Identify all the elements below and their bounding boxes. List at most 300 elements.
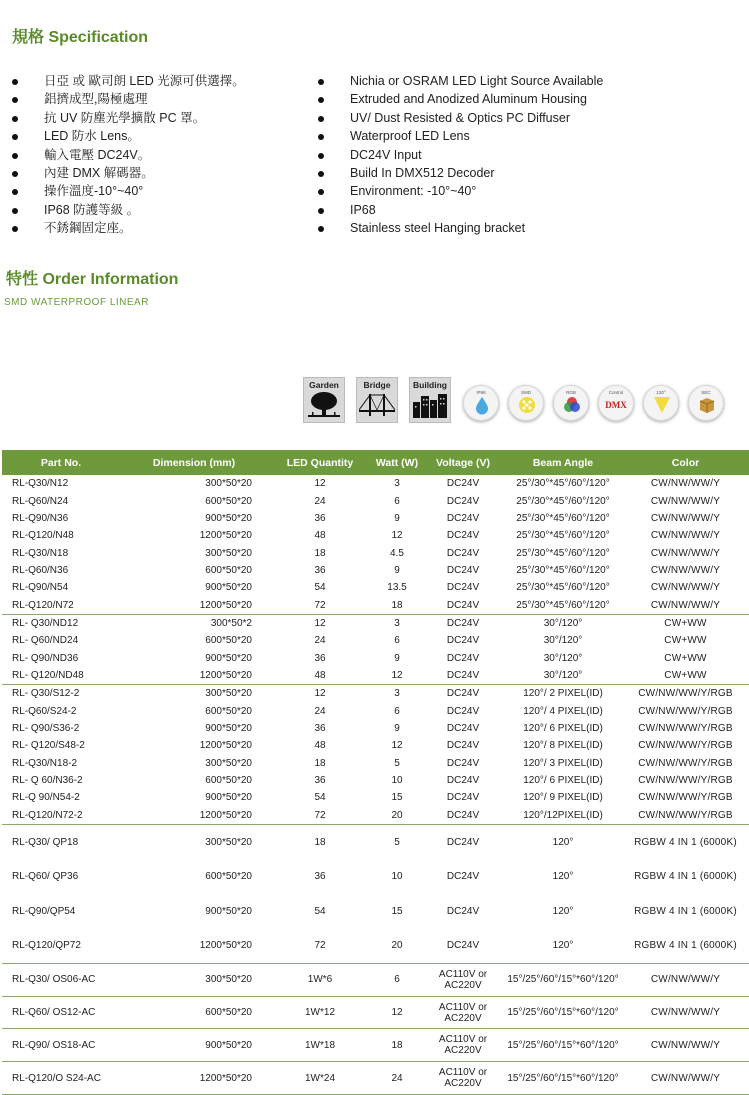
cell-voltage: DC24V	[446, 635, 480, 647]
cell-led-quantity: 72	[268, 596, 372, 614]
bullet-icon	[318, 226, 324, 232]
cell-dimension: 600*50*20	[205, 564, 252, 576]
cell-watt: 12	[372, 667, 422, 685]
cell-dimension: 300*50*20	[205, 547, 252, 559]
bridge-label: Bridge	[363, 380, 391, 390]
cell-watt: 3	[394, 688, 400, 700]
cell-led-quantity: 36	[314, 871, 326, 883]
cell-beam-angle: 120°/ 3 PIXEL(ID)	[523, 757, 603, 769]
table-row	[2, 720, 749, 737]
cell-dimension: 600*50*20	[205, 775, 252, 787]
table-row	[2, 963, 749, 996]
cell-beam-angle: 15°/25°/60°/15°*60°/120°	[504, 963, 622, 996]
cell-color: CW/NW/WW/Y	[650, 512, 721, 524]
bullet-icon	[318, 189, 324, 195]
cell-part-no: RL-Q90/N36	[12, 512, 69, 524]
bullet-icon	[12, 208, 18, 214]
cell-beam-angle: 25°/30°*45°/60°/120°	[516, 547, 610, 559]
cell-voltage: DC24V	[446, 705, 480, 717]
cell-voltage: DC24V	[446, 512, 480, 524]
spec-item-text: 輸入電壓 DC24V。	[44, 147, 151, 162]
bullet-icon	[12, 97, 18, 103]
bullet-icon	[12, 116, 18, 122]
cell-part-no: RL-Q60/ OS12-AC	[2, 996, 120, 1029]
cell-dimension: 900*50*20	[205, 652, 252, 664]
cell-dimension: 600*50*20	[205, 495, 252, 507]
table-row	[2, 649, 749, 666]
cell-led-quantity: 36	[314, 564, 326, 576]
cell-color: RGBW 4 IN 1 (6000K)	[622, 928, 749, 963]
cell-led-quantity: 12	[314, 617, 326, 629]
cell-color: CW+WW	[664, 635, 707, 647]
bullet-icon	[12, 171, 18, 177]
cell-beam-angle: 25°/30°*45°/60°/120°	[516, 478, 610, 490]
cell-beam-angle: 15°/25°/60°/15°*60°/120°	[504, 1062, 622, 1095]
cell-led-quantity: 72	[268, 807, 372, 825]
spec-item-text: Stainless steel Hanging bracket	[350, 221, 526, 236]
table-row	[2, 859, 749, 894]
cell-led-quantity: 1W*6	[268, 963, 372, 996]
cell-voltage: DC24V	[446, 871, 480, 883]
spec-item	[12, 146, 312, 164]
spec-item	[318, 182, 738, 200]
table-header-row	[2, 450, 749, 475]
cell-watt: 5	[394, 757, 400, 769]
cell-watt: 24	[372, 1062, 422, 1095]
dmx-badge: Control DMX	[598, 385, 634, 421]
cell-color: CW+WW	[622, 667, 749, 685]
cell-beam-angle: 25°/30°*45°/60°/120°	[516, 530, 610, 542]
cell-color: CW+WW	[664, 652, 707, 664]
cell-voltage: DC24V	[446, 495, 480, 507]
cell-led-quantity: 1W*18	[268, 1029, 372, 1062]
cell-watt: 9	[394, 722, 400, 734]
cell-beam-angle: 120°	[552, 905, 574, 917]
cell-beam-angle: 120°/ 6 PIXEL(ID)	[523, 775, 603, 787]
cell-watt: 3	[394, 478, 400, 490]
spec-item-text: Environment: -10°~40°	[350, 184, 477, 199]
cell-color: RGBW 4 IN 1 (6000K)	[634, 871, 737, 883]
cell-dimension: 1200*50*20	[120, 596, 268, 614]
cell-led-quantity: 36	[314, 722, 326, 734]
cell-part-no: RL-Q30/N18	[12, 547, 69, 559]
table-row	[2, 527, 749, 544]
cell-voltage: DC24V	[446, 688, 480, 700]
cell-dimension: 600*50*20	[120, 996, 268, 1029]
table-row	[2, 702, 749, 719]
cell-watt: 18	[372, 1029, 422, 1062]
cell-dimension: 300*50*20	[120, 963, 268, 996]
table-row	[2, 789, 749, 806]
cell-led-quantity: 18	[314, 836, 326, 848]
spec-item-text: Build In DMX512 Decoder	[350, 165, 495, 180]
table-row	[2, 544, 749, 561]
cell-led-quantity: 1W*12	[268, 996, 372, 1029]
cell-dimension: 1200*50*20	[120, 667, 268, 685]
cell-watt: 12	[391, 530, 403, 542]
cell-dimension: 1200*50*20	[120, 1062, 268, 1095]
cell-beam-angle: 120°/ 6 PIXEL(ID)	[523, 722, 603, 734]
spec-item-text: 抗 UV 防塵光學擴散 PC 罩。	[44, 110, 206, 125]
spec-item-text: 操作溫度-10°~40°	[44, 184, 144, 199]
cell-part-no: RL- Q120/ND48	[2, 667, 120, 685]
spec-item-text: IP68 防護等級 。	[44, 202, 140, 217]
cell-color: CW/NW/WW/Y	[650, 495, 721, 507]
cell-color: CW/NW/WW/Y/RGB	[638, 705, 733, 717]
bridge-icon	[359, 390, 395, 420]
cell-part-no: RL-Q120/N72-2	[2, 807, 120, 825]
spec-item	[12, 164, 312, 182]
cell-part-no: RL-Q30/ QP18	[12, 836, 79, 848]
cell-dimension: 900*50*20	[205, 905, 252, 917]
spec-item	[12, 72, 312, 90]
cell-beam-angle: 30°/120°	[504, 667, 622, 685]
cell-part-no: RL- Q60/ND24	[12, 635, 79, 647]
cell-beam-angle: 120°/ 8 PIXEL(ID)	[523, 740, 603, 752]
header-dimension: Dimension (mm)	[120, 450, 268, 475]
cell-beam-angle: 15°/25°/60°/15°*60°/120°	[504, 1029, 622, 1062]
cell-dimension: 1200*50*20	[120, 928, 268, 963]
spec-item	[12, 182, 312, 200]
cell-voltage: AC110V or AC220V	[422, 963, 504, 996]
spec-item	[318, 127, 738, 145]
cell-beam-angle: 120°	[552, 871, 574, 883]
cell-watt: 6	[394, 495, 400, 507]
table-row	[2, 737, 749, 754]
cell-voltage: DC24V	[446, 905, 480, 917]
cell-led-quantity: 54	[314, 582, 326, 594]
bullet-icon	[12, 153, 18, 159]
table-row	[2, 632, 749, 649]
cell-dimension: 600*50*20	[205, 635, 252, 647]
order-title: 特性 Order Information	[6, 271, 179, 288]
table-row	[2, 562, 749, 579]
cell-part-no: RL-Q90/QP54	[12, 905, 76, 917]
cell-led-quantity: 18	[314, 547, 326, 559]
cell-watt: 6	[394, 705, 400, 717]
table-row	[2, 824, 749, 859]
cell-led-quantity: 48	[314, 740, 326, 752]
cell-beam-angle: 120°/ 2 PIXEL(ID)	[523, 688, 603, 700]
cell-color: CW/NW/WW/Y/RGB	[638, 688, 733, 700]
cell-voltage: DC24V	[422, 667, 504, 685]
rgb-icon	[562, 395, 582, 415]
spec-item	[318, 146, 738, 164]
cell-voltage: DC24V	[446, 652, 480, 664]
cell-led-quantity: 54	[314, 792, 326, 804]
cell-dimension: 1200*50*20	[120, 807, 268, 825]
cell-voltage: DC24V	[422, 928, 504, 963]
spec-item	[318, 219, 738, 237]
cell-part-no: RL-Q120/O S24-AC	[2, 1062, 120, 1095]
cell-voltage: DC24V	[446, 722, 480, 734]
cell-watt: 12	[391, 740, 403, 752]
cell-color: CW/NW/WW/Y/RGB	[638, 792, 733, 804]
cell-color: CW/NW/WW/Y	[650, 478, 721, 490]
table-row	[2, 1029, 749, 1062]
spec-item	[318, 201, 738, 219]
cell-part-no: RL-Q60/N36	[12, 564, 69, 576]
cell-part-no: RL- Q90/ND36	[12, 652, 79, 664]
ip68-badge: IP68	[463, 385, 499, 421]
cell-beam-angle: 120°/12PIXEL(ID)	[504, 807, 622, 825]
cell-dimension: 900*50*20	[120, 1029, 268, 1062]
table-row	[2, 667, 749, 685]
bullet-icon	[318, 116, 324, 122]
spec-list-english	[318, 72, 738, 238]
header-beam-angle: Beam Angle	[504, 450, 622, 475]
cell-led-quantity: 12	[314, 478, 326, 490]
spec-item	[318, 72, 738, 90]
spec-item-text: 日亞 或 歐司朗 LED 光源可供選擇。	[44, 74, 245, 88]
cell-watt: 15	[391, 792, 403, 804]
cell-watt: 12	[372, 996, 422, 1029]
cell-watt: 18	[372, 596, 422, 614]
cell-led-quantity: 1W*24	[268, 1062, 372, 1095]
cell-dimension: 900*50*20	[205, 792, 252, 804]
cell-watt: 9	[394, 652, 400, 664]
cell-part-no: RL-Q30/N18-2	[12, 757, 78, 769]
table-row	[2, 755, 749, 772]
bullet-icon	[12, 226, 18, 232]
table-row	[2, 596, 749, 614]
cell-color: CW/NW/WW/Y/RGB	[622, 807, 749, 825]
cell-color: CW/NW/WW/Y/RGB	[638, 757, 733, 769]
spec-item-text: LED 防水 Lens。	[44, 129, 140, 144]
header-part-no: Part No.	[2, 450, 120, 475]
spec-item-text: 內建 DMX 解碼器。	[44, 165, 154, 180]
cell-part-no: RL-Q120/N72	[2, 596, 120, 614]
cell-led-quantity: 48	[268, 667, 372, 685]
cell-color: CW/NW/WW/Y	[650, 530, 721, 542]
dmx-icon: DMX	[605, 400, 627, 410]
cell-led-quantity: 36	[314, 775, 326, 787]
cell-watt: 13.5	[387, 582, 407, 594]
cell-led-quantity: 24	[314, 705, 326, 717]
cell-color: CW/NW/WW/Y	[622, 963, 749, 996]
cell-beam-angle: 120°/ 9 PIXEL(ID)	[523, 792, 603, 804]
cell-led-quantity: 24	[314, 495, 326, 507]
package-badge: SEC	[688, 385, 724, 421]
cell-led-quantity: 12	[314, 688, 326, 700]
spec-item	[12, 90, 312, 108]
smd-badge: SMD	[508, 385, 544, 421]
cell-watt: 15	[391, 905, 403, 917]
bullet-icon	[12, 189, 18, 195]
water-drop-icon	[472, 395, 492, 415]
cell-led-quantity: 36	[314, 652, 326, 664]
cell-dimension: 600*50*20	[205, 705, 252, 717]
cell-watt: 10	[391, 871, 403, 883]
cell-led-quantity: 36	[314, 512, 326, 524]
tree-icon	[306, 390, 342, 420]
buildings-icon	[412, 390, 448, 420]
cell-dimension: 300*50*20	[205, 478, 252, 490]
cell-color: CW/NW/WW/Y	[622, 1029, 749, 1062]
spec-item	[318, 164, 738, 182]
cell-color: CW/NW/WW/Y/RGB	[638, 722, 733, 734]
cell-watt: 9	[394, 512, 400, 524]
cell-dimension: 600*50*20	[205, 871, 252, 883]
cell-part-no: RL-Q120/QP72	[2, 928, 120, 963]
table-row	[2, 510, 749, 527]
cell-voltage: DC24V	[446, 617, 480, 629]
header-color: Color	[622, 450, 749, 475]
bullet-icon	[318, 208, 324, 214]
header-led-quantity: LED Quantity	[268, 450, 372, 475]
bullet-icon	[318, 79, 324, 85]
bullet-icon	[318, 97, 324, 103]
cell-beam-angle: 25°/30°*45°/60°/120°	[504, 596, 622, 614]
cell-beam-angle: 120°	[504, 928, 622, 963]
spec-list-chinese	[12, 72, 312, 238]
cell-part-no: RL-Q60/S24-2	[12, 705, 77, 717]
beam-angle-icon	[652, 395, 672, 415]
cell-watt: 6	[372, 963, 422, 996]
garden-application-icon	[303, 377, 345, 423]
cell-color: CW/NW/WW/Y	[622, 996, 749, 1029]
cell-watt: 5	[394, 836, 400, 848]
bullet-icon	[318, 171, 324, 177]
cell-watt: 6	[394, 635, 400, 647]
cell-part-no: RL-Q 90/N54-2	[12, 792, 80, 804]
cell-dimension: 300*50*20	[205, 836, 252, 848]
cell-beam-angle: 25°/30°*45°/60°/120°	[516, 495, 610, 507]
cell-led-quantity: 18	[314, 757, 326, 769]
cell-led-quantity: 54	[314, 905, 326, 917]
cell-part-no: RL- Q120/S48-2	[12, 740, 85, 752]
cell-voltage: DC24V	[446, 757, 480, 769]
cell-voltage: DC24V	[422, 596, 504, 614]
cell-beam-angle: 15°/25°/60°/15°*60°/120°	[504, 996, 622, 1029]
order-subtitle: SMD WATERPROOF LINEAR	[4, 297, 149, 308]
building-application-icon	[409, 377, 451, 423]
cell-voltage: DC24V	[446, 478, 480, 490]
table-row	[2, 807, 749, 825]
bullet-icon	[318, 134, 324, 140]
cell-voltage: AC110V or AC220V	[422, 1029, 504, 1062]
smd-led-icon	[517, 395, 537, 415]
table-row	[2, 996, 749, 1029]
spec-item-text: IP68	[350, 202, 376, 217]
table-row	[2, 772, 749, 789]
cell-beam-angle: 25°/30°*45°/60°/120°	[516, 512, 610, 524]
spec-title: 規格 Specification	[12, 29, 149, 46]
table-row	[2, 579, 749, 596]
cell-led-quantity: 24	[314, 635, 326, 647]
cell-dimension: 1200*50*20	[199, 740, 252, 752]
cell-dimension: 300*50*20	[205, 688, 252, 700]
cell-watt: 3	[394, 617, 400, 629]
table-row	[2, 685, 749, 703]
spec-item	[318, 109, 738, 127]
spec-item-text: 鋁擠成型,陽極處理	[44, 92, 148, 107]
cell-dimension: 900*50*20	[205, 722, 252, 734]
cell-part-no: RL- Q 60/N36-2	[12, 775, 83, 787]
bullet-icon	[318, 153, 324, 159]
cell-color: CW/NW/WW/Y	[650, 582, 721, 594]
bullet-icon	[12, 79, 18, 85]
cell-color: CW/NW/WW/Y	[650, 547, 721, 559]
cell-beam-angle: 120°	[552, 836, 574, 848]
spec-item-text: UV/ Dust Resisted & Optics PC Diffuser	[350, 110, 570, 125]
cell-color: CW/NW/WW/Y	[650, 564, 721, 576]
cell-beam-angle: 120°/ 4 PIXEL(ID)	[523, 705, 603, 717]
cell-dimension: 900*50*20	[205, 512, 252, 524]
table-row	[2, 1062, 749, 1095]
cell-part-no: RL-Q90/ OS18-AC	[2, 1029, 120, 1062]
cell-dimension: 300*50*20	[205, 757, 252, 769]
cell-color: CW/NW/WW/Y	[622, 1062, 749, 1095]
cell-part-no: RL-Q30/N12	[12, 478, 69, 490]
cell-voltage: DC24V	[422, 807, 504, 825]
cell-color: RGBW 4 IN 1 (6000K)	[634, 905, 737, 917]
bullet-icon	[12, 134, 18, 140]
cell-voltage: DC24V	[446, 836, 480, 848]
cell-led-quantity: 48	[314, 530, 326, 542]
cell-dimension: 1200*50*20	[199, 530, 252, 542]
header-voltage: Voltage (V)	[422, 450, 504, 475]
rgb-badge: RGB	[553, 385, 589, 421]
spec-item	[12, 127, 312, 145]
cell-color: RGBW 4 IN 1 (6000K)	[634, 836, 737, 848]
spec-item-text: DC24V Input	[350, 147, 422, 162]
package-icon	[697, 395, 717, 415]
spec-item-text: Extruded and Anodized Aluminum Housing	[350, 92, 587, 107]
cell-part-no: RL-Q30/ OS06-AC	[2, 963, 120, 996]
cell-beam-angle: 30°/120°	[543, 635, 583, 647]
cell-voltage: AC110V or AC220V	[422, 996, 504, 1029]
beam-angle-badge: 120°	[643, 385, 679, 421]
spec-item	[318, 90, 738, 108]
cell-part-no: RL- Q90/S36-2	[12, 722, 80, 734]
table-row	[2, 492, 749, 509]
cell-voltage: AC110V or AC220V	[422, 1062, 504, 1095]
spec-item	[12, 219, 312, 237]
spec-item-text: Nichia or OSRAM LED Light Source Available	[350, 74, 604, 88]
cell-part-no: RL- Q30/S12-2	[12, 688, 80, 700]
cell-beam-angle: 25°/30°*45°/60°/120°	[516, 582, 610, 594]
bridge-application-icon	[356, 377, 398, 423]
cell-watt: 10	[391, 775, 403, 787]
spec-item	[12, 109, 312, 127]
building-label: Building	[413, 380, 447, 390]
garden-label: Garden	[309, 380, 339, 390]
cell-voltage: DC24V	[446, 530, 480, 542]
cell-voltage: DC24V	[446, 792, 480, 804]
spec-item-text: 不銹鋼固定座。	[44, 221, 132, 236]
table-row	[2, 894, 749, 929]
spec-item	[12, 201, 312, 219]
spec-item-text: Waterproof LED Lens	[350, 129, 470, 144]
cell-dimension: 300*50*2	[210, 617, 252, 629]
cell-voltage: DC24V	[446, 582, 480, 594]
cell-part-no: RL-Q60/ QP36	[12, 871, 79, 883]
cell-part-no: RL-Q120/N48	[12, 530, 74, 542]
cell-color: CW/NW/WW/Y/RGB	[638, 775, 733, 787]
cell-watt: 9	[394, 564, 400, 576]
cell-part-no: RL-Q60/N24	[12, 495, 69, 507]
cell-color: CW+WW	[664, 617, 707, 629]
cell-led-quantity: 72	[268, 928, 372, 963]
cell-beam-angle: 25°/30°*45°/60°/120°	[516, 564, 610, 576]
table-row	[2, 614, 749, 632]
cell-color: CW/NW/WW/Y	[622, 596, 749, 614]
header-watt: Watt (W)	[372, 450, 422, 475]
cell-voltage: DC24V	[446, 775, 480, 787]
cell-watt: 20	[372, 807, 422, 825]
table-row	[2, 928, 749, 963]
